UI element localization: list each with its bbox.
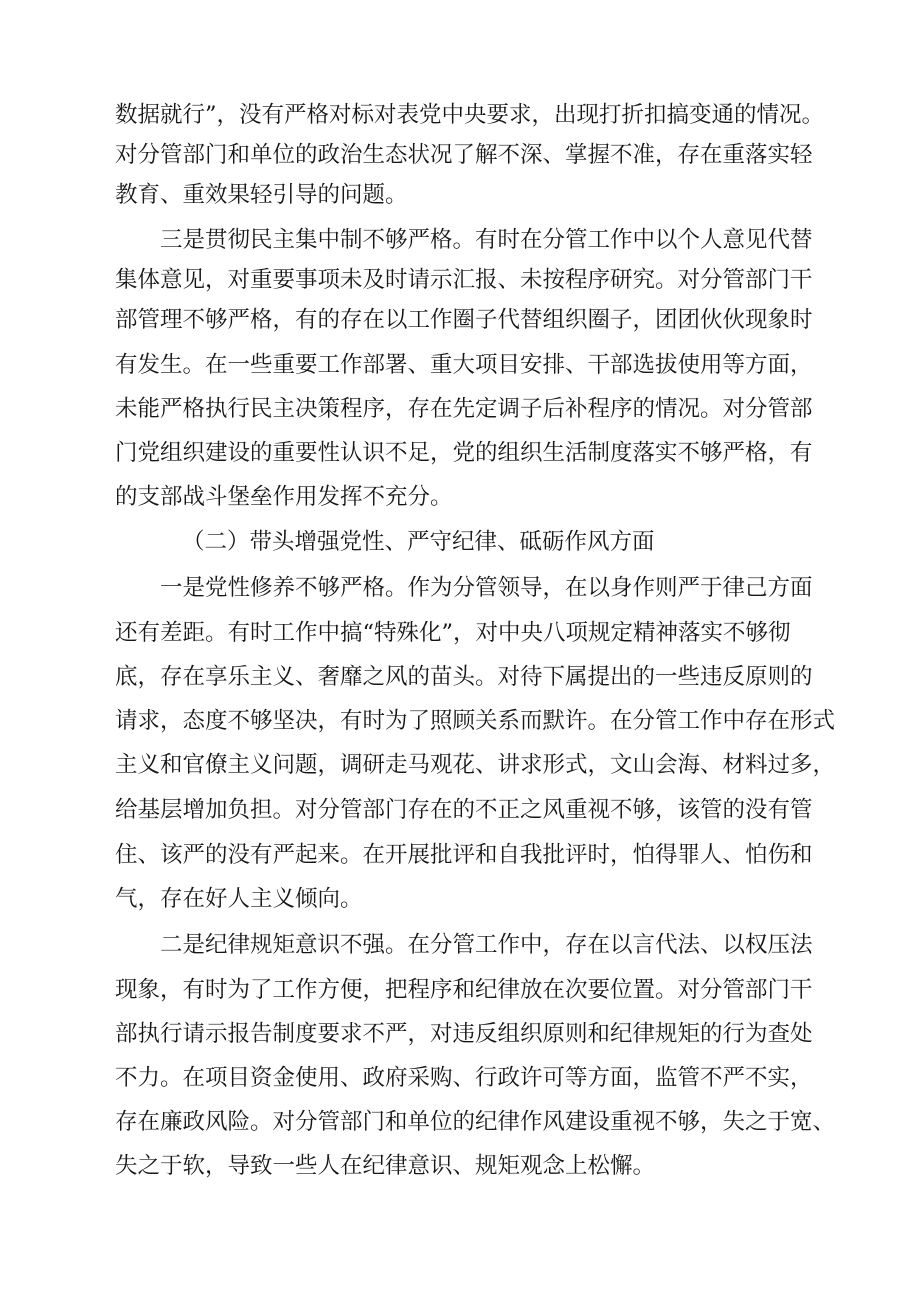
text-line: 的支部战斗堡垒作用发挥不充分。	[115, 484, 453, 510]
text-line: 住、该严的没有严起来。在开展批评和自我批评时，怕得罪人、怕伤和	[115, 842, 813, 868]
text-line: 给基层增加负担。对分管部门存在的不正之风重视不够，该管的没有管	[115, 797, 813, 823]
text-line: 部执行请示报告制度要求不严，对违反组织原则和纪律规矩的行为查处	[115, 1021, 813, 1047]
text-line: 现象，有时为了工作方便，把程序和纪律放在次要位置。对分管部门干	[115, 977, 813, 1003]
text-line: 请求，态度不够坚决，有时为了照顾关系而默许。在分管工作中存在形式	[115, 708, 836, 734]
paragraph-first-line: 一是党性修养不够严格。作为分管领导，在以身作则严于律己方面	[160, 575, 813, 601]
text-line: 底，存在享乐主义、奢靡之风的苗头。对待下属提出的一些违反原则的	[115, 664, 813, 690]
text-line: 气，存在好人主义倾向。	[115, 886, 363, 912]
text-line: 教育、重效果轻引导的问题。	[115, 182, 408, 208]
text-line: 失之于软，导致一些人在纪律意识、规矩观念上松懈。	[115, 1153, 656, 1179]
paragraph-first-line: 三是贯彻民主集中制不够严格。有时在分管工作中以个人意见代替	[160, 227, 813, 253]
text-line: 未能严格执行民主决策程序，存在先定调子后补程序的情况。对分管部	[115, 396, 813, 422]
text-line: 集体意见，对重要事项未及时请示汇报、未按程序研究。对分管部门干	[115, 267, 813, 293]
text-line: 对分管部门和单位的政治生态状况了解不深、掌握不准，存在重落实轻	[115, 142, 813, 168]
text-line: 主义和官僚主义问题，调研走马观花、讲求形式，文山会海、材料过多，	[115, 752, 836, 778]
paragraph-first-line: 二是纪律规矩意识不强。在分管工作中，存在以言代法、以权压法	[160, 932, 813, 958]
text-line: 存在廉政风险。对分管部门和单位的纪律作风建设重视不够，失之于宽、	[115, 1109, 836, 1135]
section-heading: （二）带头增强党性、严守纪律、砥砺作风方面	[182, 529, 655, 555]
text-line: 门党组织建设的重要性认识不足，党的组织生活制度落实不够严格，有	[115, 440, 813, 466]
text-line: 还有差距。有时工作中搞“特殊化”，对中央八项规定精神落实不够彻	[115, 620, 791, 646]
text-line: 数据就行”，没有严格对标对表党中央要求，出现打折扣搞变通的情况。	[115, 102, 825, 128]
text-line: 有发生。在一些重要工作部署、重大项目安排、干部选拔使用等方面，	[115, 352, 813, 378]
text-line: 部管理不够严格，有的存在以工作圈子代替组织圈子，团团伙伙现象时	[115, 307, 813, 333]
text-line: 不力。在项目资金使用、政府采购、行政许可等方面，监管不严不实，	[115, 1065, 813, 1091]
